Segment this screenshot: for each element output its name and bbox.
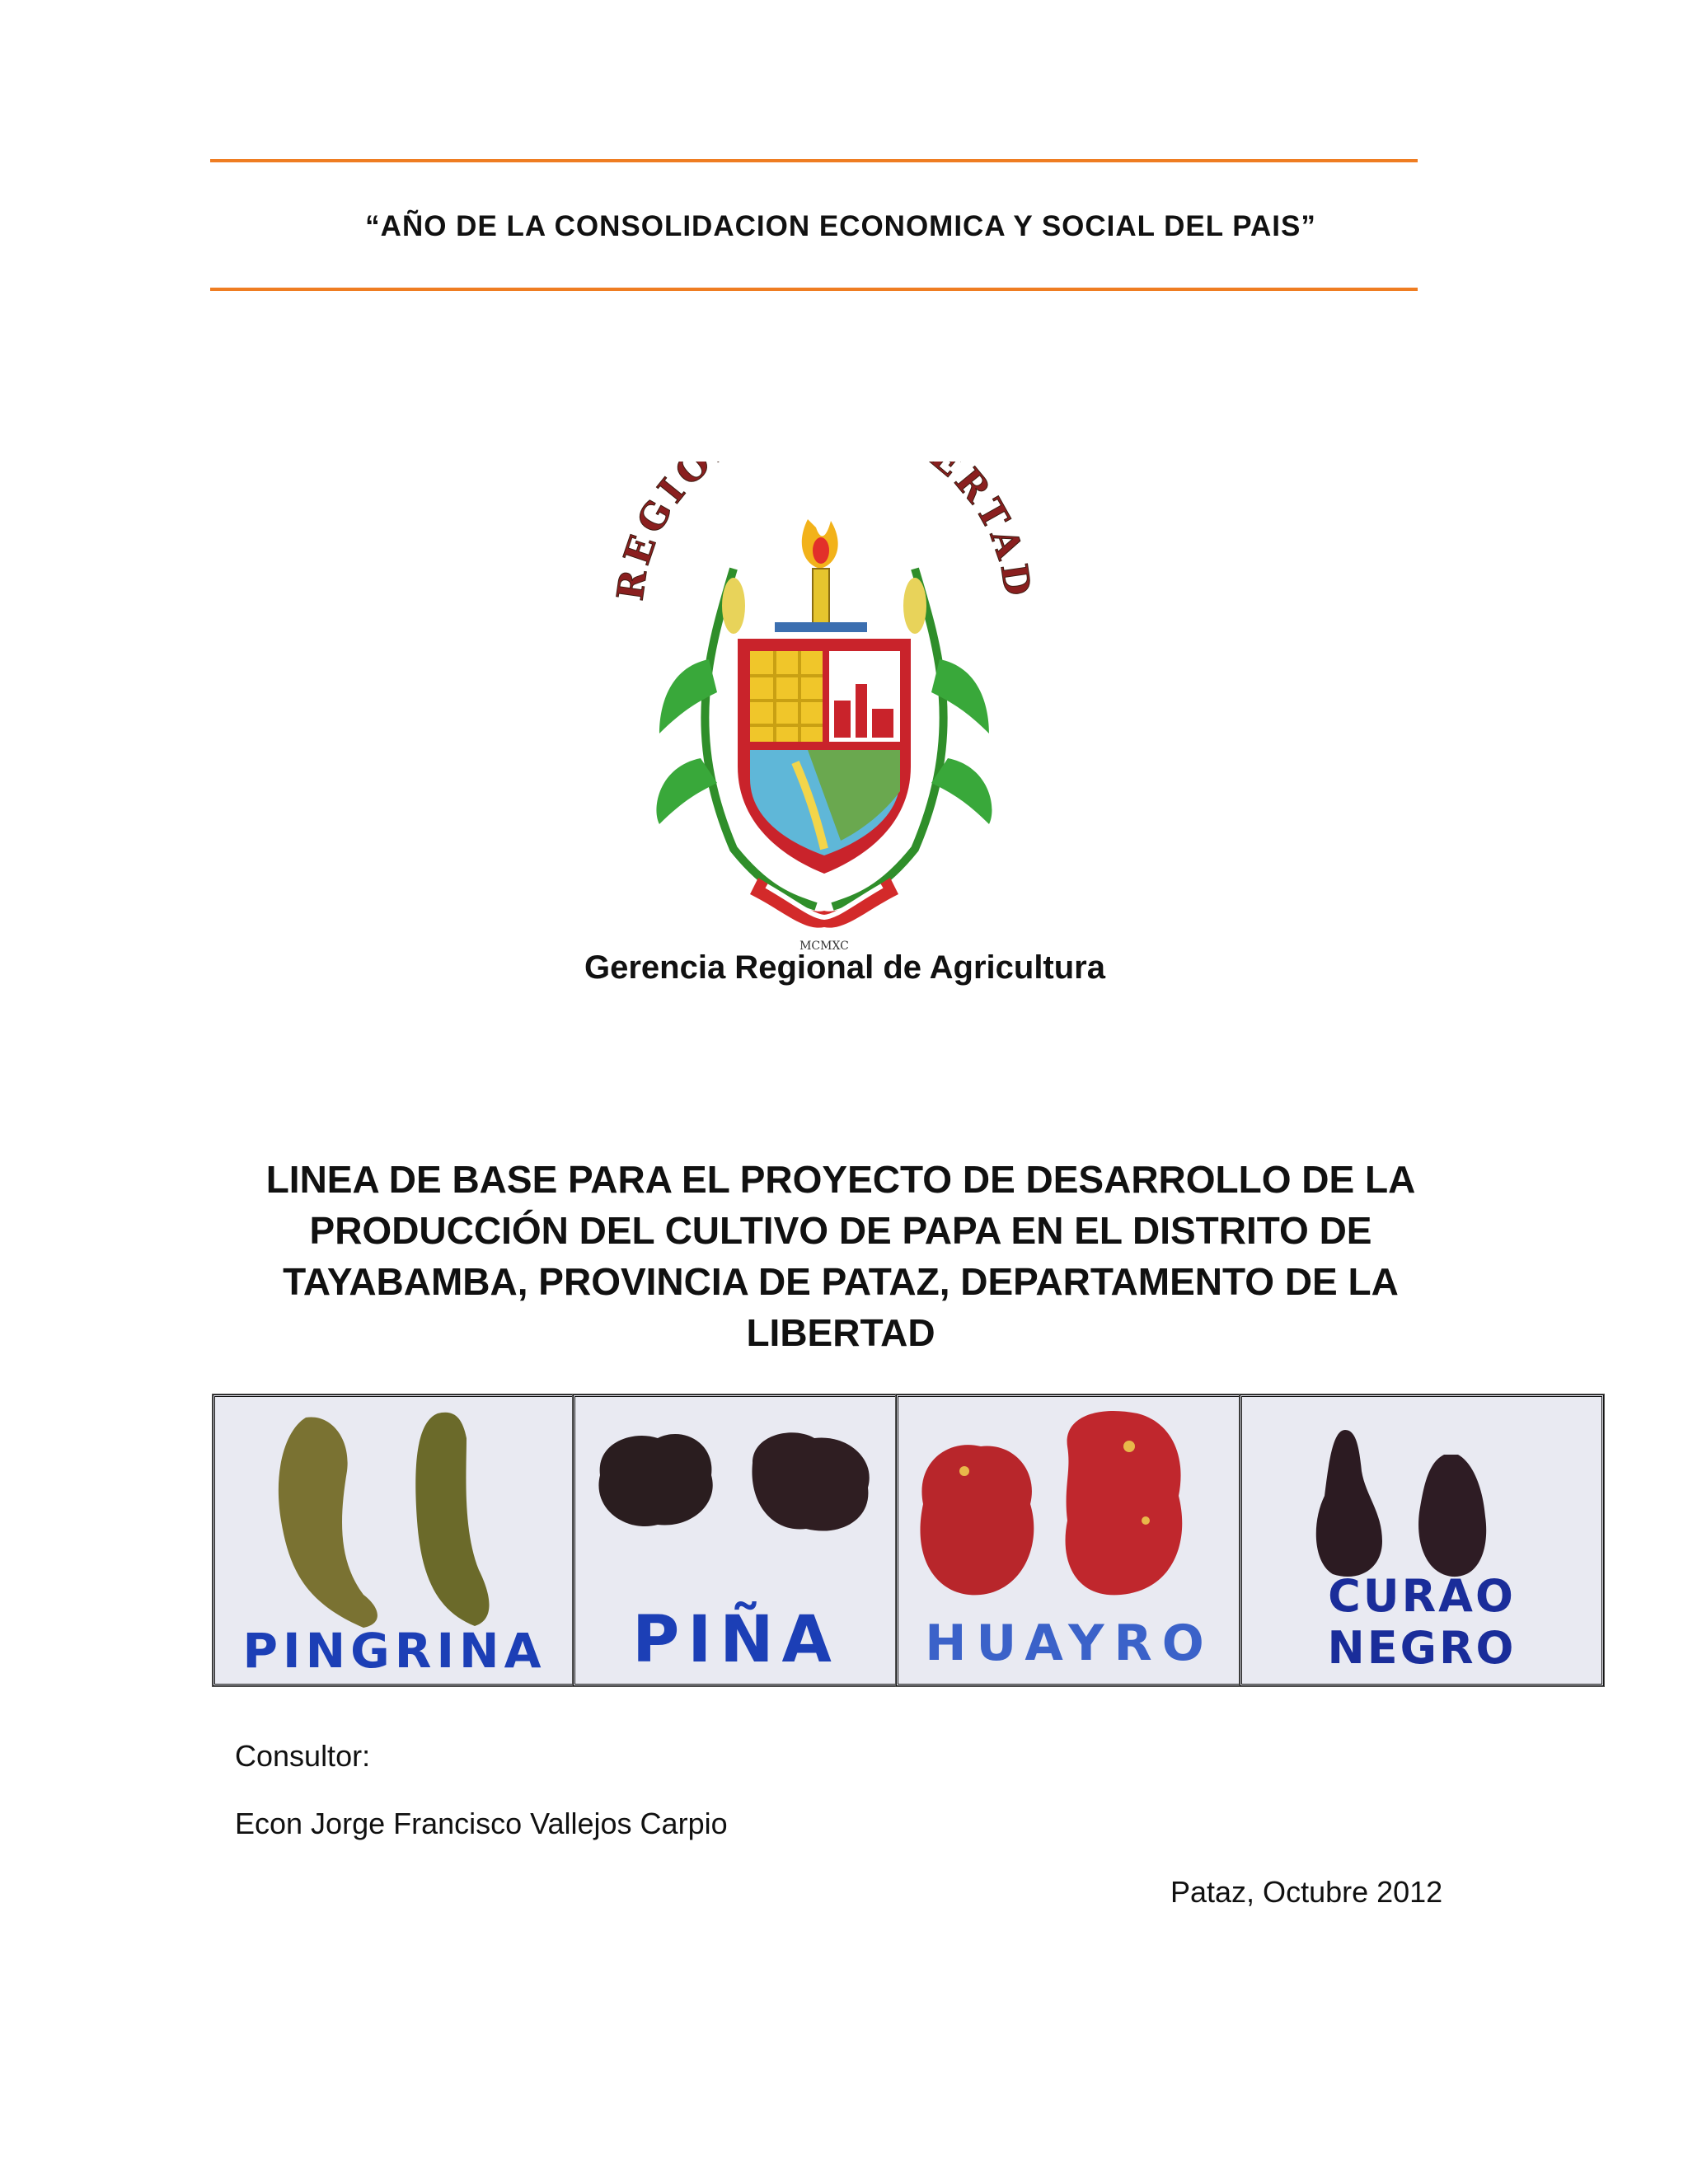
national-year-motto: “AÑO DE LA CONSOLIDACION ECONOMICA Y SOCIAL DEL PAIS” <box>365 210 1316 242</box>
photo-label-pina: PIÑA <box>632 1603 840 1677</box>
logo-year-text: MCMXC <box>799 940 849 953</box>
consultor-name: Econ Jorge Francisco Vallejos Carpio <box>235 1807 728 1840</box>
top-orange-rule <box>210 159 1418 162</box>
potato-photo-curao-negro <box>1240 1394 1604 1686</box>
potato-photo-pina <box>573 1394 899 1686</box>
bottom-orange-rule <box>210 288 1418 291</box>
potato-photo-huayro <box>896 1394 1243 1686</box>
document-title: LINEA DE BASE PARA EL PROYECTO DE DESARROLLO DE LA PRODUCCIÓN DEL CULTIVO DE PAPA EN EL DISTRITO DE TAYABAMBA, PROVINCIA DE PATAZ, DEPARTAMENTO DE LA LIBERTAD <box>265 1158 1416 1354</box>
photo-label-curao-negro: CURAO NEGRO <box>1327 1570 1517 1674</box>
photo-label-huayro: HUAYRO <box>925 1615 1214 1672</box>
place-and-date: Pataz, Octubre 2012 <box>1170 1875 1443 1909</box>
potato-photo-pingrina <box>213 1394 576 1686</box>
agency-name: Gerencia Regional de Agricultura <box>584 949 1105 986</box>
consultor-label: Consultor: <box>235 1739 371 1773</box>
svg-text:REGIÓN LA LIBERTAD: REGIÓ ERTAD <box>610 462 1039 603</box>
photo-label-pingrina: PINGRINA <box>242 1623 546 1679</box>
region-la-libertad-coat-of-arms <box>610 462 1039 956</box>
